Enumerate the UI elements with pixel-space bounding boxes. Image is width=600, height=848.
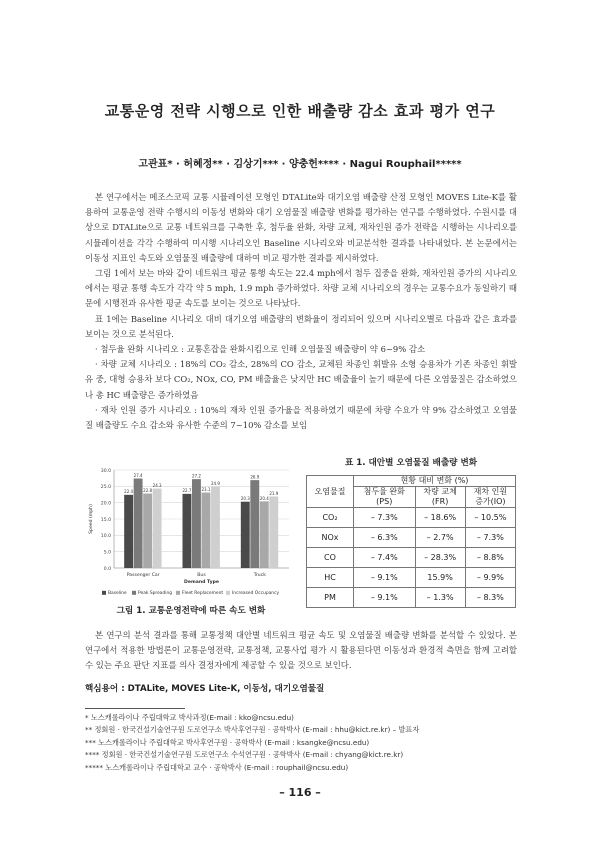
bar	[183, 494, 192, 568]
row-io: – 8.3%	[465, 588, 515, 608]
figure-caption: 그림 1. 교통운영전략에 따른 속도 변화	[116, 606, 266, 616]
paragraph-table-ref: 표 1에는 Baseline 시나리오 대비 대기오염 배출량의 변화율이 정리되어 있으며 시나리오별로 다음과 같은 효과를 보이는 것으로 분석된다.	[85, 313, 517, 339]
row-pollutant: PM	[307, 588, 354, 608]
bar-value-label: 22.8	[143, 487, 153, 493]
row-io: – 7.3%	[465, 528, 515, 548]
bar	[202, 493, 211, 568]
table-row	[307, 528, 516, 548]
footnote: ***** 노스캐롤라이나 주립대학교 교수 · 공학박사 (E-mail : rouphail@ncsu.edu)	[85, 762, 349, 772]
table-header-ps	[354, 487, 416, 508]
footnote: *** 노스캐롤라이나 주립대학교 박사후연구원 · 공학박사 (E-mail : ksangke@ncsu.edu)	[85, 737, 370, 747]
row-io: – 9.9%	[465, 568, 515, 588]
bullet-peak-spreading: · 첨두율 완화 시나리오 : 교통혼잡을 완화시킴으로 인해 오염물질 배출량이 약 6~9% 감소	[95, 344, 426, 355]
bar-value-label: 22.4	[124, 489, 134, 495]
table-header-pollutant: 오염물질	[307, 476, 354, 508]
bar	[153, 489, 162, 568]
bar-value-label: 22.7	[182, 488, 192, 494]
legend-entry: Increased Occupancy	[232, 591, 280, 596]
row-ps: – 9.1%	[354, 568, 416, 588]
row-ps: – 9.1%	[354, 588, 416, 608]
bar	[124, 495, 133, 568]
legend-swatch	[176, 591, 180, 595]
table-row	[307, 588, 516, 608]
row-pollutant: CO	[307, 548, 354, 568]
table-row	[307, 508, 516, 528]
bar-value-label: 26.9	[250, 474, 260, 480]
x-tick-label: Truck	[253, 573, 266, 578]
author-list: 고관표* · 허혜정** · 김상기*** · 양충헌**** · Nagui Rouphail*****	[138, 159, 462, 170]
page-number: – 116 –	[279, 786, 321, 799]
footnote-divider	[85, 708, 185, 709]
legend-entry: Peak Spreading	[138, 591, 173, 596]
footnote: **** 정회원 · 한국건설기술연구원 도로연구소 수석연구원 · 공학박사 (E-mail : chyang@kict.re.kr)	[85, 750, 404, 760]
table-header-ps-label: 첨두율 완화 (PS)	[363, 487, 405, 506]
bar	[134, 478, 143, 568]
row-fr: – 28.3%	[415, 548, 465, 568]
bar	[211, 487, 220, 568]
bar-value-label: 23.1	[201, 486, 211, 492]
table-header-group: 현황 대비 변화 (%)	[354, 476, 516, 487]
bar	[260, 501, 269, 568]
bar	[143, 494, 152, 568]
bullet-fleet-replacement: · 차량 교체 시나리오 : 18%의 CO₂ 감소, 28%의 CO 감소, 교체된 차종인 휘발유 소형 승용차가 기존 차종인 휘발유 중, 대형 승용차 보다 CO₂, NOx, CO, PM 배출율은 낮지만 HC 배출율이 높기 때문에 다른 오염물질은 감소하였으나 총 HC 배출량은 증가하였음	[85, 359, 517, 400]
table-row	[307, 568, 516, 588]
bar	[192, 479, 201, 568]
paragraph-intro: 본 연구에서는 메조스코픽 교통 시뮬레이션 모형인 DTALite와 대기오염 배출량 산정 모형인 MOVES Lite-K를 활용하여 교통운영 전략 수행시의 이동성 변화와 대기 오염물질 배출량 변화를 평가하는 연구를 수행하였다. 수원시를 대상으로 DTALite으로 교통 네트워크를 구축한 후, 첨두율 완화, 차량 교체, 재차인원 증가 전략을 시행하는 시나리오를 시뮬레이션을 각각 수행하여 미시행 시나리오인 Baseline 시나리오와 비교분석한 결과를 나타내었다. 본 논문에서는 이동성 지표인 속도와 오염물질 배출량에 대하여 비교 평가한 결과를 제시하였다.	[85, 192, 517, 263]
y-tick-label: 0.0	[103, 566, 111, 572]
bar	[250, 480, 259, 568]
bar-value-label: 27.2	[191, 473, 201, 479]
row-fr: – 18.6%	[415, 508, 465, 528]
row-ps: – 7.4%	[354, 548, 416, 568]
speed-chart-svg	[84, 464, 296, 604]
row-ps: – 7.3%	[354, 508, 416, 528]
row-pollutant: NOx	[307, 528, 354, 548]
legend-swatch	[226, 591, 230, 595]
row-fr: 15.9%	[415, 568, 465, 588]
x-axis-label: Demand Type	[184, 580, 219, 585]
row-pollutant: HC	[307, 568, 354, 588]
paper-title: 교통운영 전략 시행으로 인한 배출량 감소 효과 평가 연구	[104, 102, 496, 120]
bar-value-label: 27.4	[133, 472, 143, 478]
bar-value-label: 24.9	[210, 481, 220, 487]
row-io: – 10.5%	[465, 508, 515, 528]
y-tick-label: 25.0	[100, 485, 111, 491]
bar	[269, 496, 278, 568]
x-tick-label: Passenger Car	[126, 573, 160, 578]
y-tick-label: 20.0	[100, 501, 111, 507]
row-ps: – 6.3%	[354, 528, 416, 548]
bar-value-label: 21.9	[269, 490, 279, 496]
bar-value-label: 20.4	[259, 495, 269, 501]
bar-value-label: 24.3	[152, 483, 162, 489]
closing-body	[85, 628, 517, 674]
footnote: ** 정회원 · 한국건설기술연구원 도로연구소 박사후연구원 · 공학박사 (E-mail : hhu@kict.re.kr) – 발표자	[85, 725, 420, 735]
row-pollutant: CO₂	[307, 508, 354, 528]
row-fr: – 1.3%	[415, 588, 465, 608]
row-io: – 8.8%	[465, 548, 515, 568]
row-fr: – 2.7%	[415, 528, 465, 548]
legend-swatch	[132, 591, 136, 595]
footnote: * 노스캐롤라이나 주립대학교 박사과정(E-mail : kko@ncsu.edu)	[85, 713, 294, 722]
table-header-fr	[415, 487, 465, 508]
speed-chart	[84, 464, 296, 604]
paragraph-figure-ref: 그림 1에서 보는 바와 같이 네트워크 평균 통행 속도는 22.4 mph에서 첨두 집중을 완화, 재차인원 증가의 시나리오에서는 평균 통행 속도가 각각 약 5 mph, 1.9 mph 증가하였다. 차량 교체 시나리오의 경우는 교통수요가 동일하기 때문에 시행전과 유사한 평균 속도를 보이는 것으로 나타났다.	[85, 268, 517, 309]
table-caption: 표 1. 대안별 오염물질 배출량 변화	[344, 458, 478, 468]
footnotes	[85, 712, 525, 774]
bar-value-label: 20.3	[240, 496, 250, 502]
legend-swatch	[102, 591, 106, 595]
y-tick-label: 30.0	[100, 468, 111, 474]
emission-table	[306, 475, 516, 608]
legend-entry: Baseline	[108, 591, 127, 596]
table-header-fr-label: 차량 교체 (FR)	[423, 487, 457, 506]
bar	[241, 502, 250, 568]
y-tick-label: 5.0	[103, 550, 111, 556]
y-axis-label: Speed (mph)	[89, 504, 94, 534]
abstract-body	[85, 190, 517, 433]
table-header-io	[465, 487, 515, 508]
x-tick-label: Bus	[197, 573, 206, 578]
table-header-io-label: 재차 인원 증가(IO)	[473, 487, 508, 506]
y-tick-label: 15.0	[100, 517, 111, 523]
paragraph-closing: 본 연구의 분석 결과를 통해 교통정책 대안별 네트워크 평균 속도 및 오염물질 배출량 변화를 분석할 수 있었다. 본 연구에서 적용한 방법론이 교통운영전략, 교통정책, 교통사업 평가 시 활용된다면 이동성과 환경적 측면을 함께 고려할 수 있는 주요 판단 지표를 의사 결정자에게 제공할 수 있을 것으로 보인다.	[85, 630, 517, 671]
table-row	[307, 548, 516, 568]
legend-entry: Fleet Replacement	[182, 591, 224, 596]
y-tick-label: 10.0	[100, 534, 111, 540]
bullet-increased-occupancy: · 재차 인원 증가 시나리오 : 10%의 재차 인원 증가율을 적용하였기 때문에 차량 수요가 약 9% 감소하였고 오염물질 배출량도 수요 감소와 유사한 수준의 7~10% 감소를 보임	[85, 404, 517, 431]
keywords: 핵심용어 : DTALite, MOVES Lite-K, 이동성, 대기오염물질	[85, 684, 325, 694]
